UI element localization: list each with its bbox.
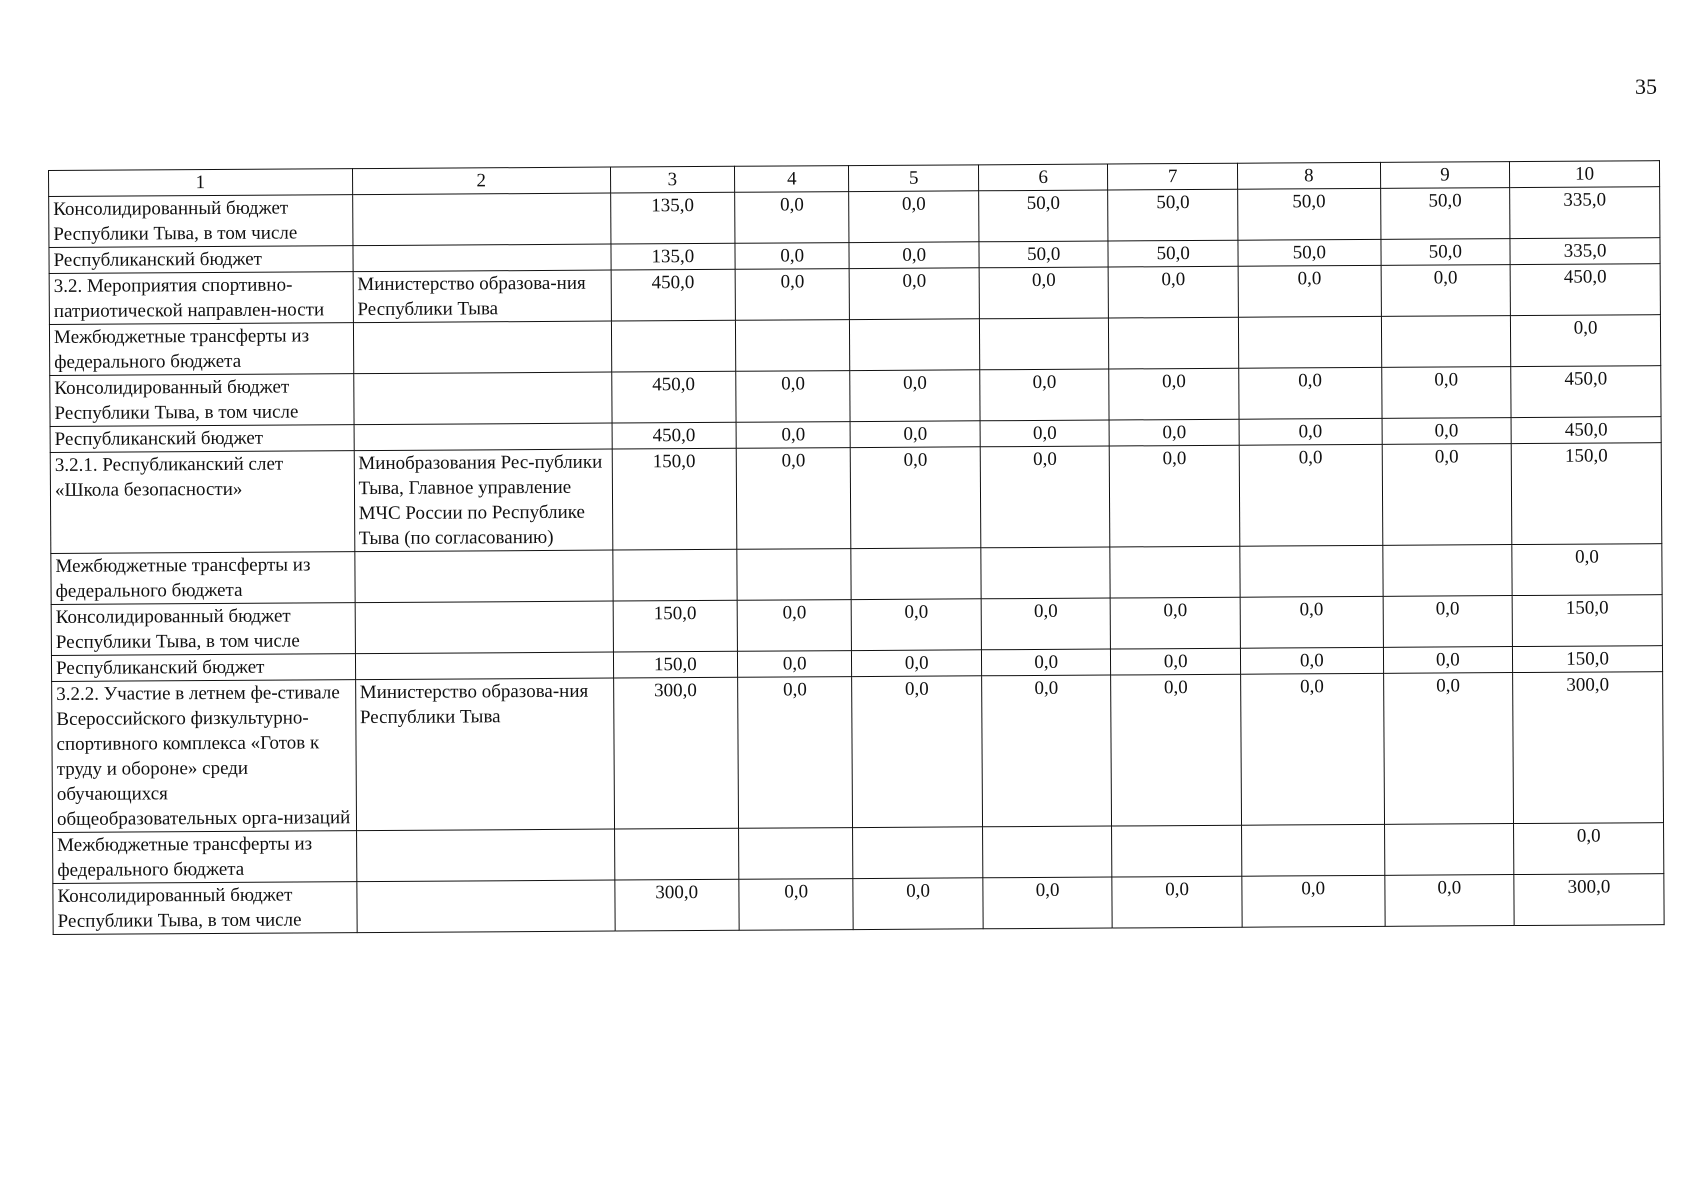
value-cell (1241, 824, 1384, 876)
value-cell: 0,0 (735, 269, 850, 321)
row-label-cell: 3.2.2. Участие в летнем фе-стивале Всероссийского физкультурно-спортивного комплекса «Готов к труду и обороне» среди обучающихся общеобразовательных орга-низаций (52, 680, 356, 833)
value-cell (1381, 316, 1511, 368)
value-cell: 150,0 (612, 448, 737, 550)
value-cell: 0,0 (735, 192, 850, 244)
value-cell: 0,0 (851, 447, 981, 549)
executor-cell (352, 193, 610, 246)
executor-cell: Министерство образова-ния Республики Тыва (355, 678, 614, 831)
value-cell: 50,0 (1238, 239, 1381, 266)
column-header: 9 (1380, 162, 1510, 189)
executor-cell (354, 423, 612, 451)
value-cell: 135,0 (611, 243, 736, 270)
column-header: 3 (610, 166, 735, 193)
value-cell: 0,0 (852, 676, 982, 828)
value-cell: 0,0 (1110, 445, 1240, 547)
value-cell (739, 828, 854, 880)
column-header: 10 (1510, 161, 1660, 188)
value-cell: 0,0 (739, 879, 854, 931)
value-cell: 0,0 (1239, 444, 1382, 546)
value-cell: 0,0 (850, 370, 980, 422)
value-cell: 450,0 (611, 269, 736, 321)
value-cell: 0,0 (1239, 418, 1382, 445)
value-cell: 0,0 (979, 267, 1109, 319)
value-cell: 0,0 (1109, 419, 1239, 446)
value-cell: 0,0 (1242, 875, 1385, 927)
value-cell: 0,0 (1381, 367, 1511, 419)
row-label-cell: Республиканский бюджет (49, 246, 353, 274)
value-cell: 0,0 (1383, 647, 1513, 674)
value-cell: 0,0 (1240, 596, 1383, 648)
value-cell: 0,0 (980, 420, 1110, 447)
value-cell: 0,0 (849, 242, 979, 269)
executor-cell (356, 880, 614, 933)
value-cell: 0,0 (1111, 648, 1241, 675)
value-cell: 0,0 (1240, 647, 1383, 674)
value-cell: 450,0 (1510, 264, 1660, 316)
value-cell: 0,0 (735, 243, 850, 270)
column-header: 7 (1108, 163, 1238, 190)
value-cell: 0,0 (738, 651, 853, 678)
value-cell (981, 547, 1111, 599)
executor-cell (353, 244, 611, 272)
value-cell: 0,0 (736, 422, 851, 449)
value-cell: 135,0 (610, 192, 735, 244)
value-cell (982, 826, 1112, 878)
value-cell: 0,0 (1382, 418, 1512, 445)
value-cell: 0,0 (852, 650, 982, 677)
value-cell: 0,0 (850, 268, 980, 320)
column-header: 6 (978, 164, 1108, 191)
value-cell: 0,0 (849, 191, 979, 243)
value-cell (1382, 545, 1512, 597)
value-cell: 50,0 (1380, 188, 1510, 240)
value-cell: 0,0 (980, 369, 1110, 421)
value-cell: 0,0 (852, 599, 982, 651)
value-cell: 0,0 (1382, 444, 1512, 546)
row-label-cell: Консолидированный бюджет Республики Тыва, в том числе (51, 603, 355, 656)
value-cell: 150,0 (613, 600, 738, 652)
value-cell: 0,0 (1112, 876, 1242, 928)
row-label-cell: Консолидированный бюджет Республики Тыва, в том числе (53, 882, 357, 935)
column-header: 8 (1237, 162, 1380, 189)
executor-cell (354, 550, 612, 603)
value-cell: 0,0 (981, 598, 1111, 650)
row-label-cell: Республиканский бюджет (50, 425, 354, 453)
value-cell: 300,0 (1514, 874, 1664, 926)
value-cell: 0,0 (853, 878, 983, 930)
value-cell (851, 548, 981, 600)
value-cell: 0,0 (736, 371, 851, 423)
value-cell (979, 318, 1109, 370)
value-cell (737, 549, 852, 601)
value-cell (1112, 825, 1242, 877)
value-cell (614, 828, 739, 880)
value-cell: 150,0 (1512, 595, 1662, 647)
row-label-cell: Консолидированный бюджет Республики Тыва, в том числе (49, 195, 353, 248)
value-cell (1110, 546, 1240, 598)
executor-cell: Министерство образова-ния Республики Тыва (353, 270, 611, 323)
column-header: 5 (849, 165, 979, 192)
value-cell: 0,0 (980, 446, 1110, 548)
value-cell: 0,0 (850, 421, 980, 448)
executor-cell (355, 601, 613, 654)
value-cell (1240, 545, 1383, 597)
value-cell: 0,0 (1239, 367, 1382, 419)
value-cell: 50,0 (1108, 240, 1238, 267)
value-cell: 50,0 (1238, 188, 1381, 240)
value-cell (850, 319, 980, 371)
value-cell: 0,0 (981, 649, 1111, 676)
value-cell: 150,0 (613, 651, 738, 678)
executor-cell (353, 321, 611, 374)
value-cell (612, 549, 737, 601)
table-row (53, 874, 1664, 935)
value-cell: 0,0 (1512, 544, 1662, 596)
budget-table (48, 160, 1665, 935)
column-header: 2 (352, 167, 610, 195)
value-cell: 150,0 (1513, 646, 1663, 673)
value-cell: 0,0 (1111, 674, 1241, 826)
value-cell: 0,0 (1381, 265, 1511, 317)
value-cell: 50,0 (1381, 239, 1511, 266)
executor-cell (353, 372, 611, 425)
row-label-cell: 3.2. Мероприятия спортивно-патриотической направлен-ности (49, 272, 353, 325)
row-label-cell: Консолидированный бюджет Республики Тыва, в том числе (50, 374, 354, 427)
value-cell (1109, 317, 1239, 369)
value-cell: 450,0 (612, 422, 737, 449)
value-cell: 300,0 (614, 879, 739, 931)
value-cell: 0,0 (1111, 597, 1241, 649)
value-cell: 0,0 (738, 677, 853, 829)
value-cell: 0,0 (1511, 315, 1661, 367)
executor-cell (356, 829, 614, 882)
value-cell: 0,0 (737, 600, 852, 652)
value-cell: 150,0 (1511, 443, 1661, 545)
value-cell (1238, 316, 1381, 368)
row-label-cell: Межбюджетные трансферты из федерального бюджета (51, 552, 355, 605)
value-cell: 0,0 (1241, 673, 1385, 825)
row-label-cell: Межбюджетные трансферты из федерального бюджета (53, 831, 357, 884)
value-cell: 450,0 (611, 371, 736, 423)
value-cell: 50,0 (979, 190, 1109, 242)
value-cell: 335,0 (1510, 187, 1660, 239)
value-cell: 0,0 (1238, 265, 1381, 317)
value-cell: 50,0 (1108, 189, 1238, 241)
value-cell: 0,0 (736, 448, 851, 550)
value-cell (1384, 824, 1514, 876)
executor-cell: Минобразования Рес-публики Тыва, Главное управление МЧС России по Республике Тыва (по согласованию) (354, 449, 613, 552)
row-label-cell: 3.2.1. Республиканский слет «Школа безопасности» (50, 451, 354, 554)
executor-cell (355, 652, 613, 680)
value-cell: 0,0 (1109, 368, 1239, 420)
value-cell (853, 827, 983, 879)
row-label-cell: Межбюджетные трансферты из федерального бюджета (49, 323, 353, 376)
value-cell: 300,0 (1513, 672, 1664, 824)
column-header: 1 (49, 169, 353, 197)
page-number: 35 (1635, 74, 1657, 99)
value-cell: 0,0 (982, 675, 1112, 827)
column-header: 4 (735, 166, 850, 193)
row-label-cell: Республиканский бюджет (51, 654, 355, 682)
value-cell: 0,0 (1109, 266, 1239, 318)
value-cell (611, 320, 736, 372)
value-cell: 335,0 (1510, 238, 1660, 265)
table-row (52, 672, 1664, 833)
table-row (50, 443, 1662, 554)
value-cell: 0,0 (1514, 823, 1664, 875)
value-cell: 450,0 (1511, 417, 1661, 444)
value-cell: 0,0 (1383, 596, 1513, 648)
value-cell: 0,0 (1384, 875, 1514, 927)
value-cell: 0,0 (1383, 673, 1513, 825)
value-cell: 300,0 (613, 677, 738, 829)
value-cell: 50,0 (979, 241, 1109, 268)
value-cell (735, 320, 850, 372)
value-cell: 450,0 (1511, 366, 1661, 418)
value-cell: 0,0 (983, 877, 1113, 929)
